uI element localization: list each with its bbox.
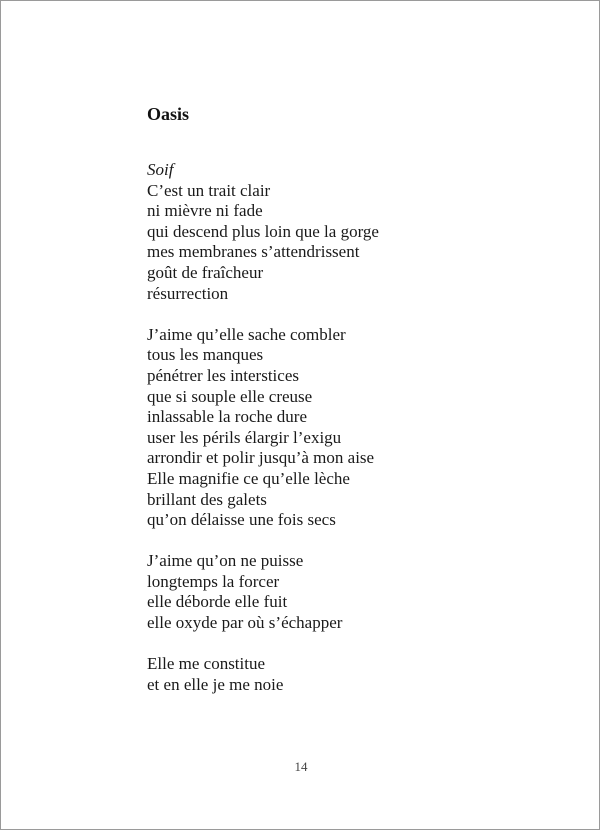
poem-line: J’aime qu’on ne puisse [147, 551, 304, 571]
poem-title: Oasis [147, 104, 190, 124]
stanza-4 [147, 654, 547, 695]
poem-line: J’aime qu’elle sache combler [147, 324, 346, 344]
poem-line: user les périls élargir l’exigu [147, 427, 342, 447]
poem-line: tous les manques [147, 345, 264, 365]
poem-line: C’est un trait clair [147, 180, 271, 200]
poem-line: Elle me constitue [147, 654, 266, 674]
poem-line: elle oxyde par où s’échapper [147, 613, 343, 633]
page-number: 14 [294, 759, 308, 774]
poem-line: résurrection [147, 283, 229, 303]
poem-line: mes membranes s’attendrissent [147, 242, 360, 262]
poem-line: brillant des galets [147, 489, 267, 509]
poem-line: inlassable la roche dure [147, 407, 308, 427]
poem-body [147, 160, 547, 716]
poem-line: longtemps la forcer [147, 571, 280, 591]
poem-line: goût de fraîcheur [147, 262, 264, 282]
poem-line: pénétrer les interstices [147, 365, 299, 385]
poem-line: que si souple elle creuse [147, 386, 313, 406]
poem-line: Elle magnifie ce qu’elle lèche [147, 468, 350, 488]
poem-line: qu’on délaisse une fois secs [147, 510, 336, 530]
poem-subtitle: Soif [147, 160, 174, 179]
poem-line: elle déborde elle fuit [147, 592, 288, 612]
poem-line: ni mièvre ni fade [147, 201, 263, 221]
stanza-2 [147, 325, 547, 531]
stanza-3 [147, 551, 547, 633]
poem-line: arrondir et polir jusqu’à mon aise [147, 448, 375, 468]
poem-line: qui descend plus loin que la gorge [147, 221, 379, 241]
poem-line: et en elle je me noie [147, 674, 284, 694]
stanza-1 [147, 160, 547, 304]
